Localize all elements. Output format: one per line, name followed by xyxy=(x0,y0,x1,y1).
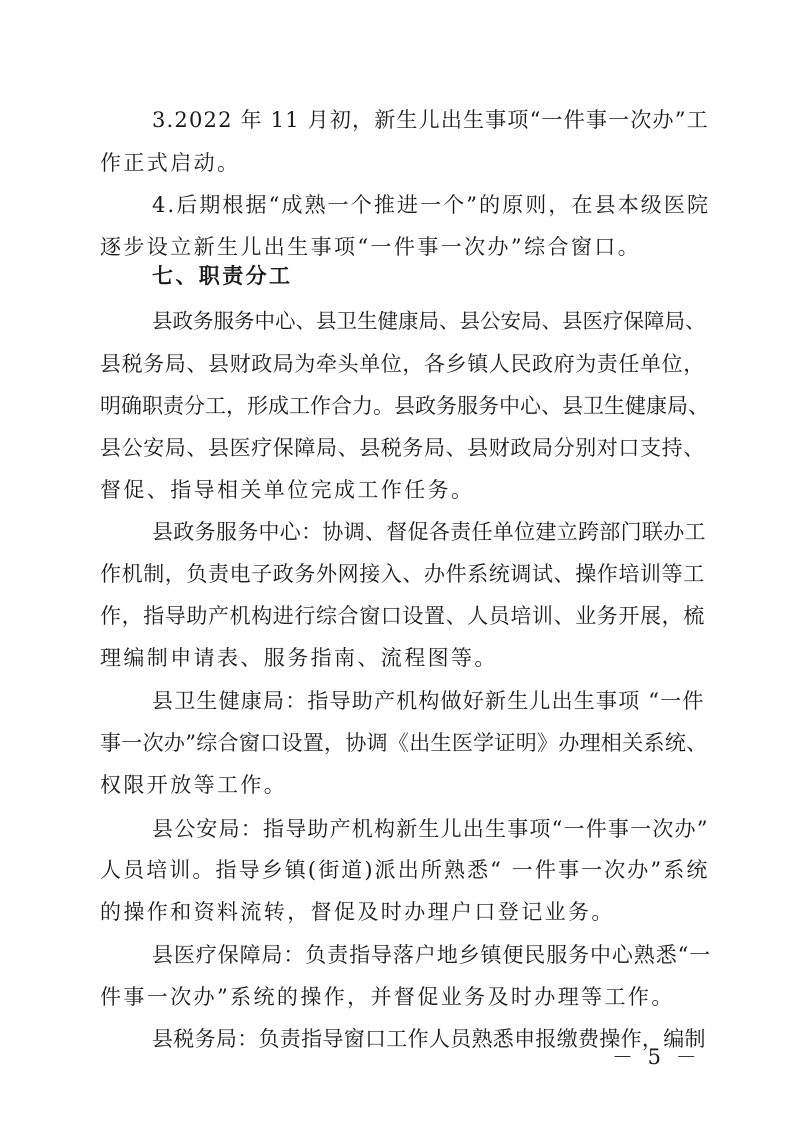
body-line: 4.后期根据“成熟一个推进一个”的原则，在县本级医院 xyxy=(152,193,711,217)
body-line: 县政务服务中心、县卫生健康局、县公安局、县医疗保障局、 xyxy=(152,309,706,333)
body-line: 理编制申请表、服务指南、流程图等。 xyxy=(100,646,498,670)
body-line: 明确职责分工，形成工作合力。县政务服务中心、县卫生健康局、 xyxy=(100,394,709,418)
body-line: 县公安局：指导助产机构新生儿出生事项“一件事一次办” xyxy=(152,817,709,841)
body-line: 的操作和资料流转，督促及时办理户口登记业务。 xyxy=(100,900,615,924)
body-line: 事一次办”综合窗口设置，协调《出生医学证明》办理相关系统、 xyxy=(100,731,708,755)
page-number: － 5 － xyxy=(612,1045,701,1069)
section-heading: 七、职责分工 xyxy=(152,263,293,288)
body-line: 县政务服务中心：协调、督促各责任单位建立跨部门联办工 xyxy=(152,520,706,544)
body-line: 县税务局：负责指导窗口工作人员熟悉申报缴费操作，编制 xyxy=(152,1027,706,1051)
body-line: 县卫生健康局：指导助产机构做好新生儿出生事项 “一件 xyxy=(152,689,705,713)
body-line: 权限开放等工作。 xyxy=(100,773,288,797)
body-line: 县医疗保障局：负责指导落户地乡镇便民服务中心熟悉“一 xyxy=(152,943,712,967)
body-line: 3.2022 年 11 月初，新生儿出生事项“一件事一次办”工 xyxy=(152,108,709,132)
body-line: 作正式启动。 xyxy=(100,151,241,175)
body-line: 县税务局、县财政局为牵头单位，各乡镇人民政府为责任单位， xyxy=(100,352,705,376)
body-line: 件事一次办”系统的操作，并督促业务及时办理等工作。 xyxy=(100,985,675,1009)
body-line: 作机制，负责电子政务外网接入、办件系统调试、操作培训等工 xyxy=(100,562,705,586)
body-line: 督促、指导相关单位完成工作任务。 xyxy=(100,478,475,502)
body-line: 逐步设立新生儿出生事项“一件事一次办”综合窗口。 xyxy=(100,235,642,259)
body-line: 作，指导助产机构进行综合窗口设置、人员培训、业务开展，梳 xyxy=(100,604,705,628)
body-line: 人员培训。指导乡镇(街道)派出所熟悉“ 一件事一次办”系统 xyxy=(100,858,710,882)
body-line: 县公安局、县医疗保障局、县税务局、县财政局分别对口支持、 xyxy=(100,436,705,460)
